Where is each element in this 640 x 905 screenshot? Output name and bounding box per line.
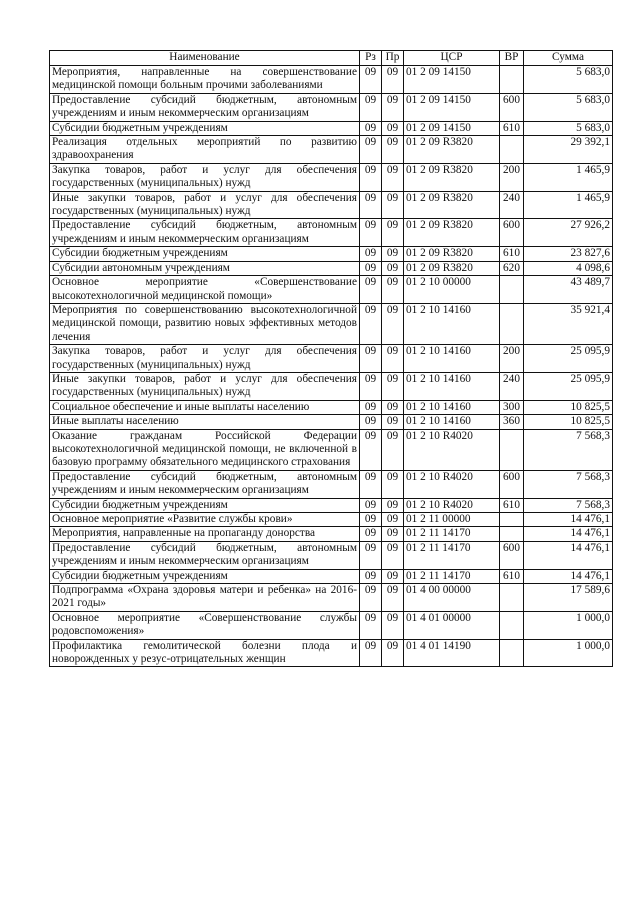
- table-row: [50, 400, 613, 414]
- row-pr: 09: [382, 261, 404, 275]
- row-vr: 600: [500, 541, 524, 569]
- table-row: [50, 247, 613, 261]
- table-row: [50, 191, 613, 219]
- row-csr: 01 2 10 14160: [404, 345, 500, 373]
- row-rz: 09: [360, 611, 382, 639]
- row-sum: 43 489,7: [524, 276, 613, 304]
- row-csr: 01 2 11 14170: [404, 527, 500, 541]
- row-vr: 600: [500, 470, 524, 498]
- row-rz: 09: [360, 372, 382, 400]
- row-csr: 01 2 10 00000: [404, 276, 500, 304]
- row-rz: 09: [360, 121, 382, 135]
- row-sum: 14 476,1: [524, 527, 613, 541]
- table-row: [50, 429, 613, 470]
- row-name: Предоставление субсидий бюджетным, автономным учреждениям и иным некоммерческим организациям: [50, 470, 360, 498]
- header-csr: ЦСР: [404, 51, 500, 66]
- row-vr: [500, 276, 524, 304]
- row-vr: 200: [500, 163, 524, 191]
- row-rz: 09: [360, 163, 382, 191]
- row-csr: 01 2 09 R3820: [404, 191, 500, 219]
- row-name: Иные выплаты населению: [50, 415, 360, 429]
- row-pr: 09: [382, 276, 404, 304]
- row-name: Субсидии бюджетным учреждениям: [50, 247, 360, 261]
- row-sum: 1 000,0: [524, 611, 613, 639]
- row-name: Социальное обеспечение и иные выплаты населению: [50, 400, 360, 414]
- row-sum: 5 683,0: [524, 121, 613, 135]
- row-csr: 01 2 09 R3820: [404, 261, 500, 275]
- row-sum: 27 926,2: [524, 219, 613, 247]
- row-rz: 09: [360, 429, 382, 470]
- row-sum: 1 465,9: [524, 163, 613, 191]
- row-vr: [500, 303, 524, 344]
- row-pr: 09: [382, 429, 404, 470]
- row-rz: 09: [360, 639, 382, 667]
- row-csr: 01 2 09 R3820: [404, 219, 500, 247]
- table-row: [50, 541, 613, 569]
- row-vr: [500, 66, 524, 94]
- row-sum: 1 000,0: [524, 639, 613, 667]
- row-csr: 01 2 10 14160: [404, 303, 500, 344]
- row-vr: 610: [500, 569, 524, 583]
- row-sum: 5 683,0: [524, 93, 613, 121]
- row-name: Предоставление субсидий бюджетным, автономным учреждениям и иным некоммерческим организациям: [50, 93, 360, 121]
- row-vr: 360: [500, 415, 524, 429]
- row-sum: 25 095,9: [524, 345, 613, 373]
- row-rz: 09: [360, 498, 382, 512]
- row-pr: 09: [382, 121, 404, 135]
- row-name: Предоставление субсидий бюджетным, автономным учреждениям и иным некоммерческим организациям: [50, 541, 360, 569]
- row-csr: 01 4 00 00000: [404, 584, 500, 612]
- header-pr: Пр: [382, 51, 404, 66]
- row-name: Иные закупки товаров, работ и услуг для обеспечения государственных (муниципальных) нужд: [50, 372, 360, 400]
- row-csr: 01 2 10 R4020: [404, 498, 500, 512]
- row-rz: 09: [360, 415, 382, 429]
- row-pr: 09: [382, 93, 404, 121]
- header-name: Наименование: [50, 51, 360, 66]
- row-pr: 09: [382, 345, 404, 373]
- row-rz: 09: [360, 345, 382, 373]
- row-rz: 09: [360, 93, 382, 121]
- table-row: [50, 611, 613, 639]
- table-row: [50, 136, 613, 164]
- row-pr: 09: [382, 541, 404, 569]
- row-rz: 09: [360, 541, 382, 569]
- row-sum: 14 476,1: [524, 541, 613, 569]
- row-sum: 14 476,1: [524, 513, 613, 527]
- row-pr: 09: [382, 611, 404, 639]
- table-row: [50, 527, 613, 541]
- row-csr: 01 2 09 R3820: [404, 247, 500, 261]
- table-row: [50, 219, 613, 247]
- row-vr: 610: [500, 498, 524, 512]
- row-name: Реализация отдельных мероприятий по развитию здравоохранения: [50, 136, 360, 164]
- row-vr: 300: [500, 400, 524, 414]
- row-rz: 09: [360, 247, 382, 261]
- row-sum: 14 476,1: [524, 569, 613, 583]
- row-name: Основное мероприятие «Развитие службы крови»: [50, 513, 360, 527]
- header-vr: ВР: [500, 51, 524, 66]
- row-sum: 25 095,9: [524, 372, 613, 400]
- row-pr: 09: [382, 415, 404, 429]
- row-csr: 01 2 09 R3820: [404, 136, 500, 164]
- row-csr: 01 2 10 14160: [404, 372, 500, 400]
- row-vr: [500, 639, 524, 667]
- row-rz: 09: [360, 569, 382, 583]
- row-name: Закупка товаров, работ и услуг для обеспечения государственных (муниципальных) нужд: [50, 163, 360, 191]
- table-row: [50, 66, 613, 94]
- row-csr: 01 2 11 14170: [404, 541, 500, 569]
- row-vr: [500, 527, 524, 541]
- row-pr: 09: [382, 498, 404, 512]
- row-vr: 610: [500, 121, 524, 135]
- table-row: [50, 584, 613, 612]
- row-vr: 600: [500, 219, 524, 247]
- row-sum: 7 568,3: [524, 429, 613, 470]
- row-pr: 09: [382, 247, 404, 261]
- table-row: [50, 163, 613, 191]
- row-name: Мероприятия, направленные на пропаганду донорства: [50, 527, 360, 541]
- row-pr: 09: [382, 163, 404, 191]
- row-vr: [500, 429, 524, 470]
- row-name: Предоставление субсидий бюджетным, автономным учреждениям и иным некоммерческим организациям: [50, 219, 360, 247]
- row-csr: 01 2 10 14160: [404, 400, 500, 414]
- row-sum: 7 568,3: [524, 498, 613, 512]
- row-sum: 5 683,0: [524, 66, 613, 94]
- budget-table: [49, 50, 613, 667]
- row-pr: 09: [382, 191, 404, 219]
- row-name: Основное мероприятие «Совершенствование высокотехнологичной медицинской помощи»: [50, 276, 360, 304]
- row-sum: 35 921,4: [524, 303, 613, 344]
- table-row: [50, 276, 613, 304]
- row-vr: 240: [500, 191, 524, 219]
- header-sum: Сумма: [524, 51, 613, 66]
- row-name: Субсидии автономным учреждениям: [50, 261, 360, 275]
- row-csr: 01 4 01 14190: [404, 639, 500, 667]
- row-vr: 240: [500, 372, 524, 400]
- row-sum: 10 825,5: [524, 415, 613, 429]
- row-pr: 09: [382, 303, 404, 344]
- row-pr: 09: [382, 400, 404, 414]
- row-sum: 23 827,6: [524, 247, 613, 261]
- row-name: Основное мероприятие «Совершенствование службы родовспоможения»: [50, 611, 360, 639]
- table-row: [50, 121, 613, 135]
- row-rz: 09: [360, 470, 382, 498]
- row-sum: 7 568,3: [524, 470, 613, 498]
- row-pr: 09: [382, 527, 404, 541]
- row-pr: 09: [382, 66, 404, 94]
- row-csr: 01 2 09 14150: [404, 66, 500, 94]
- table-row: [50, 372, 613, 400]
- table-row: [50, 498, 613, 512]
- row-vr: [500, 136, 524, 164]
- row-pr: 09: [382, 136, 404, 164]
- row-sum: 4 098,6: [524, 261, 613, 275]
- row-rz: 09: [360, 191, 382, 219]
- row-csr: 01 2 10 R4020: [404, 470, 500, 498]
- table-row: [50, 345, 613, 373]
- row-csr: 01 2 10 R4020: [404, 429, 500, 470]
- row-vr: [500, 584, 524, 612]
- row-csr: 01 2 09 14150: [404, 93, 500, 121]
- row-pr: 09: [382, 470, 404, 498]
- row-csr: 01 2 10 14160: [404, 415, 500, 429]
- row-pr: 09: [382, 513, 404, 527]
- row-vr: [500, 611, 524, 639]
- table-row: [50, 569, 613, 583]
- row-vr: 610: [500, 247, 524, 261]
- row-rz: 09: [360, 276, 382, 304]
- header-rz: Рз: [360, 51, 382, 66]
- table-row: [50, 470, 613, 498]
- row-sum: 1 465,9: [524, 191, 613, 219]
- row-rz: 09: [360, 136, 382, 164]
- row-name: Закупка товаров, работ и услуг для обеспечения государственных (муниципальных) нужд: [50, 345, 360, 373]
- row-rz: 09: [360, 513, 382, 527]
- row-name: Субсидии бюджетным учреждениям: [50, 498, 360, 512]
- row-pr: 09: [382, 639, 404, 667]
- row-pr: 09: [382, 569, 404, 583]
- row-vr: 600: [500, 93, 524, 121]
- row-csr: 01 2 09 14150: [404, 121, 500, 135]
- row-rz: 09: [360, 527, 382, 541]
- row-pr: 09: [382, 584, 404, 612]
- row-csr: 01 2 11 14170: [404, 569, 500, 583]
- row-name: Мероприятия по совершенствованию высокотехнологичной медицинской помощи, развитию новых эффективных методов лечения: [50, 303, 360, 344]
- row-pr: 09: [382, 372, 404, 400]
- row-csr: 01 4 01 00000: [404, 611, 500, 639]
- row-name: Субсидии бюджетным учреждениям: [50, 569, 360, 583]
- row-sum: 17 589,6: [524, 584, 613, 612]
- table-header-row: [50, 51, 613, 66]
- row-name: Субсидии бюджетным учреждениям: [50, 121, 360, 135]
- row-rz: 09: [360, 303, 382, 344]
- row-rz: 09: [360, 219, 382, 247]
- row-rz: 09: [360, 584, 382, 612]
- table-row: [50, 513, 613, 527]
- row-sum: 10 825,5: [524, 400, 613, 414]
- row-name: Подпрограмма «Охрана здоровья матери и ребенка» на 2016-2021 годы»: [50, 584, 360, 612]
- table-row: [50, 415, 613, 429]
- row-vr: 620: [500, 261, 524, 275]
- row-vr: [500, 513, 524, 527]
- row-name: Профилактика гемолитической болезни плода и новорожденных у резус-отрицательных женщин: [50, 639, 360, 667]
- row-vr: 200: [500, 345, 524, 373]
- row-rz: 09: [360, 400, 382, 414]
- table-row: [50, 261, 613, 275]
- row-rz: 09: [360, 66, 382, 94]
- row-name: Мероприятия, направленные на совершенствование медицинской помощи больным прочими заболеваниями: [50, 66, 360, 94]
- row-sum: 29 392,1: [524, 136, 613, 164]
- row-csr: 01 2 11 00000: [404, 513, 500, 527]
- table-row: [50, 303, 613, 344]
- row-rz: 09: [360, 261, 382, 275]
- table-row: [50, 93, 613, 121]
- row-csr: 01 2 09 R3820: [404, 163, 500, 191]
- row-name: Оказание гражданам Российской Федерации высокотехнологичной медицинской помощи, не включенной в базовую программу обязательного медицинского страхования: [50, 429, 360, 470]
- row-pr: 09: [382, 219, 404, 247]
- table-row: [50, 639, 613, 667]
- row-name: Иные закупки товаров, работ и услуг для обеспечения государственных (муниципальных) нужд: [50, 191, 360, 219]
